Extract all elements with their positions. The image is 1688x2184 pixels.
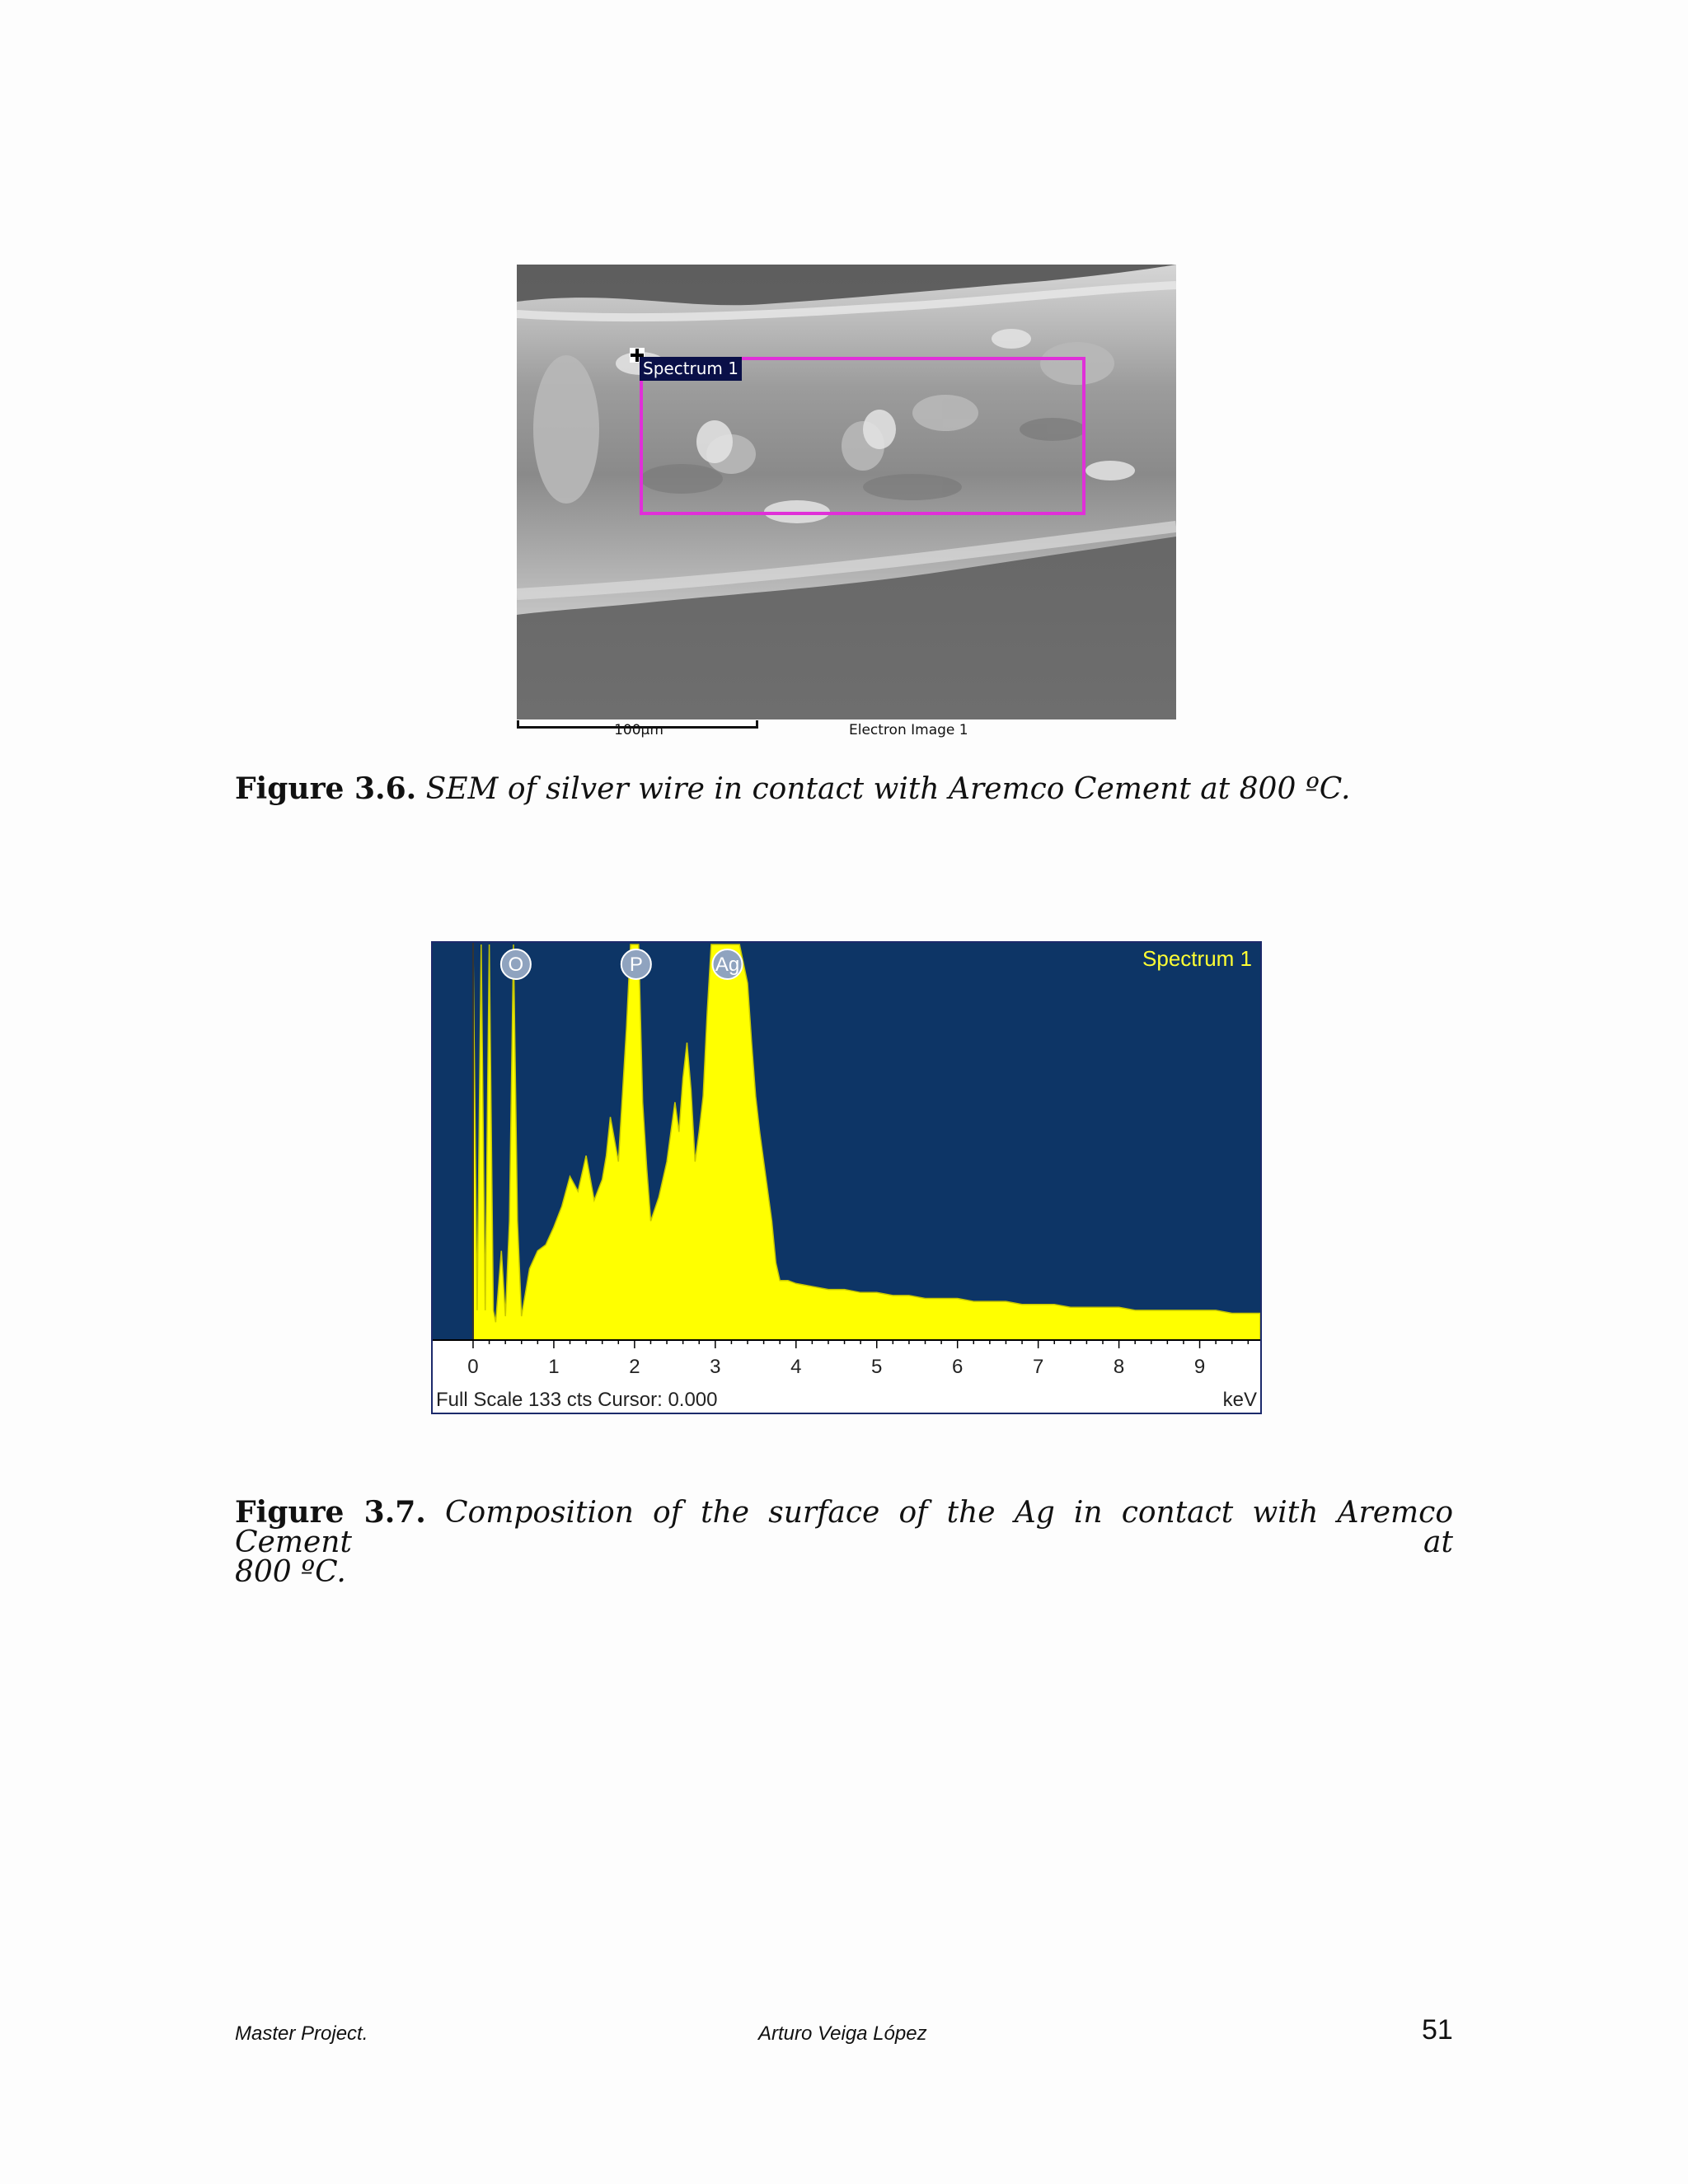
caption-label: Figure 3.6.	[235, 771, 417, 806]
x-tick-label: 7	[1032, 1356, 1044, 1378]
x-tick-label: 1	[548, 1356, 560, 1378]
full-scale-readout: Full Scale 133 cts Cursor: 0.000	[436, 1389, 718, 1411]
x-tick-label: 5	[871, 1356, 883, 1378]
spectrum-region-label: Spectrum 1	[640, 357, 742, 381]
footer-author: Arturo Veiga López	[758, 2022, 927, 2045]
footer-project: Master Project.	[235, 2022, 368, 2045]
x-tick-label: 6	[952, 1356, 964, 1378]
x-axis-unit: keV	[1222, 1389, 1257, 1411]
peak-label-ag: Ag	[715, 954, 740, 976]
chart-title: Spectrum 1	[1142, 946, 1252, 971]
x-tick-label: 0	[467, 1356, 479, 1378]
caption-label: Figure 3.7.	[235, 1495, 426, 1530]
x-tick-label: 8	[1113, 1356, 1125, 1378]
figure-3-7-caption	[235, 1497, 1453, 1558]
peak-label-o: O	[508, 954, 524, 976]
x-tick-label: 4	[790, 1356, 802, 1378]
caption-text: SEM of silver wire in contact with Aremco Cement at 800 ºC.	[425, 772, 1351, 806]
figure-3-7-caption-tail	[235, 1555, 346, 1589]
x-tick-label: 3	[710, 1356, 721, 1378]
peak-label-p: P	[629, 954, 643, 976]
x-tick-label: 9	[1193, 1356, 1206, 1378]
eds-spectrum-chart	[431, 941, 1262, 1414]
eds-spectrum-svg	[433, 943, 1260, 1413]
scale-bar-label: 100µm	[614, 722, 663, 738]
x-tick-label: 2	[629, 1356, 640, 1378]
electron-image-label: Electron Image 1	[849, 722, 968, 738]
caption-text: Composition of the surface of the Ag in contact with Aremco Cement at	[235, 1496, 1454, 1559]
caption-text-tail: 800 ºC.	[235, 1555, 346, 1589]
figure-3-6-caption	[235, 771, 1351, 806]
page-number: 51	[1422, 2014, 1453, 2046]
